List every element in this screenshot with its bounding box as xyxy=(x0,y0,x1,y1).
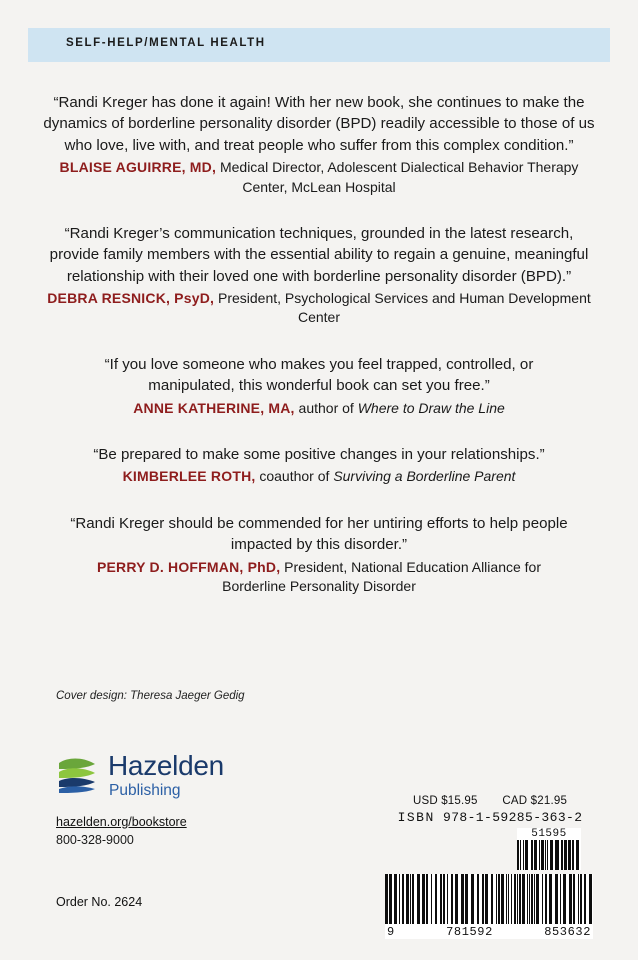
publisher-website-link[interactable]: hazelden.org/bookstore xyxy=(56,814,187,829)
blurb-author-role: coauthor of xyxy=(259,468,330,485)
addon-barcode xyxy=(517,828,581,870)
barcode-gap xyxy=(592,874,593,924)
isbn-barcode-digits xyxy=(385,925,593,939)
hazelden-logo-icon xyxy=(56,754,98,796)
blurb-item xyxy=(0,354,638,418)
addon-barcode-bars xyxy=(517,840,581,870)
blurb-quote: “Randi Kreger has done it again! With her new book, she continues to make the dynamics of borderline personality disorder (BPD) readily accessible to those of us who love, live with, and treat people who suffer from this complex condition.” xyxy=(43,94,595,154)
blurb-attribution xyxy=(70,558,568,597)
isbn-number: 978-1-59285-363-2 xyxy=(443,810,583,825)
publisher-phone: 800-328-9000 xyxy=(56,833,134,848)
blurb-item xyxy=(0,444,638,487)
blurb-author-name: KIMBERLEE ROTH, xyxy=(122,468,256,485)
addon-barcode-digits: 51595 xyxy=(531,828,567,840)
price-usd: USD $15.95 xyxy=(412,795,478,807)
isbn-line xyxy=(385,810,595,825)
blurb-author-name: PERRY D. HOFFMAN, PhD, xyxy=(96,558,281,575)
barcode-gap xyxy=(579,840,581,870)
category-label: SELF-HELP/MENTAL HEALTH xyxy=(66,37,266,49)
blurb-quote: “Randi Kreger should be commended for her untiring efforts to help people impacted by this disorder.” xyxy=(70,514,568,554)
blurb-item xyxy=(0,92,638,197)
blurb-quote: “If you love someone who makes you feel trapped, controlled, or manipulated, this wonderful book can set you free.” xyxy=(104,355,534,395)
blurb-referenced-title: Surviving a Borderline Parent xyxy=(333,468,516,485)
price-cad: CAD $21.95 xyxy=(502,795,568,807)
publisher-block xyxy=(56,752,356,850)
blurb-author-role: Medical Director, Adolescent Dialectical Behavior Therapy Center, McLean Hospital xyxy=(219,159,579,195)
publisher-logo xyxy=(56,752,356,799)
isbn-barcode-bars xyxy=(385,874,593,924)
blurb-item xyxy=(0,223,638,328)
publisher-subtitle: Publishing xyxy=(109,782,181,799)
blurb-author-name: ANNE KATHERINE, MA, xyxy=(133,399,295,416)
barcode-digit-mid: 781592 xyxy=(446,925,493,939)
publisher-name: Hazelden xyxy=(108,750,224,781)
cover-design-credit: Cover design: Theresa Jaeger Gedig xyxy=(56,690,245,702)
blurb-author-name: BLAISE AGUIRRE, MD, xyxy=(59,159,217,176)
blurb-author-role: President, National Education Alliance for Borderline Personality Disorder xyxy=(222,558,541,594)
blurb-author-role: President, Psychological Services and Human Development Center xyxy=(218,290,591,326)
blurb-item xyxy=(0,513,638,596)
price-isbn-block xyxy=(385,795,595,825)
blurb-quote: “Be prepared to make some positive changes in your relationships.” xyxy=(93,445,545,463)
blurb-author-role: author of xyxy=(298,399,354,416)
barcode-digit-left: 9 xyxy=(387,925,395,939)
blurb-attribution xyxy=(36,158,602,197)
isbn-barcode xyxy=(385,874,593,939)
publisher-name-block xyxy=(108,752,224,799)
blurb-attribution xyxy=(60,467,578,486)
price-line xyxy=(385,795,595,807)
publisher-contact xyxy=(56,813,356,851)
order-number: Order No. 2624 xyxy=(56,895,143,909)
barcode-digit-right: 853632 xyxy=(544,925,591,939)
blurb-attribution xyxy=(40,289,598,328)
category-band xyxy=(28,28,610,62)
blurb-quote: “Randi Kreger’s communication techniques, grounded in the latest research, provide family members with the essential ability to regain a genuine, meaningful relationship with their loved one with borderline personality disorder (BPD).” xyxy=(49,224,589,285)
blurb-referenced-title: Where to Draw the Line xyxy=(357,399,505,416)
barcode-area xyxy=(385,828,593,939)
blurb-author-name: DEBRA RESNICK, PsyD, xyxy=(47,290,215,307)
isbn-label: ISBN xyxy=(397,810,435,825)
blurbs-container xyxy=(0,72,638,622)
blurb-attribution xyxy=(60,399,578,418)
